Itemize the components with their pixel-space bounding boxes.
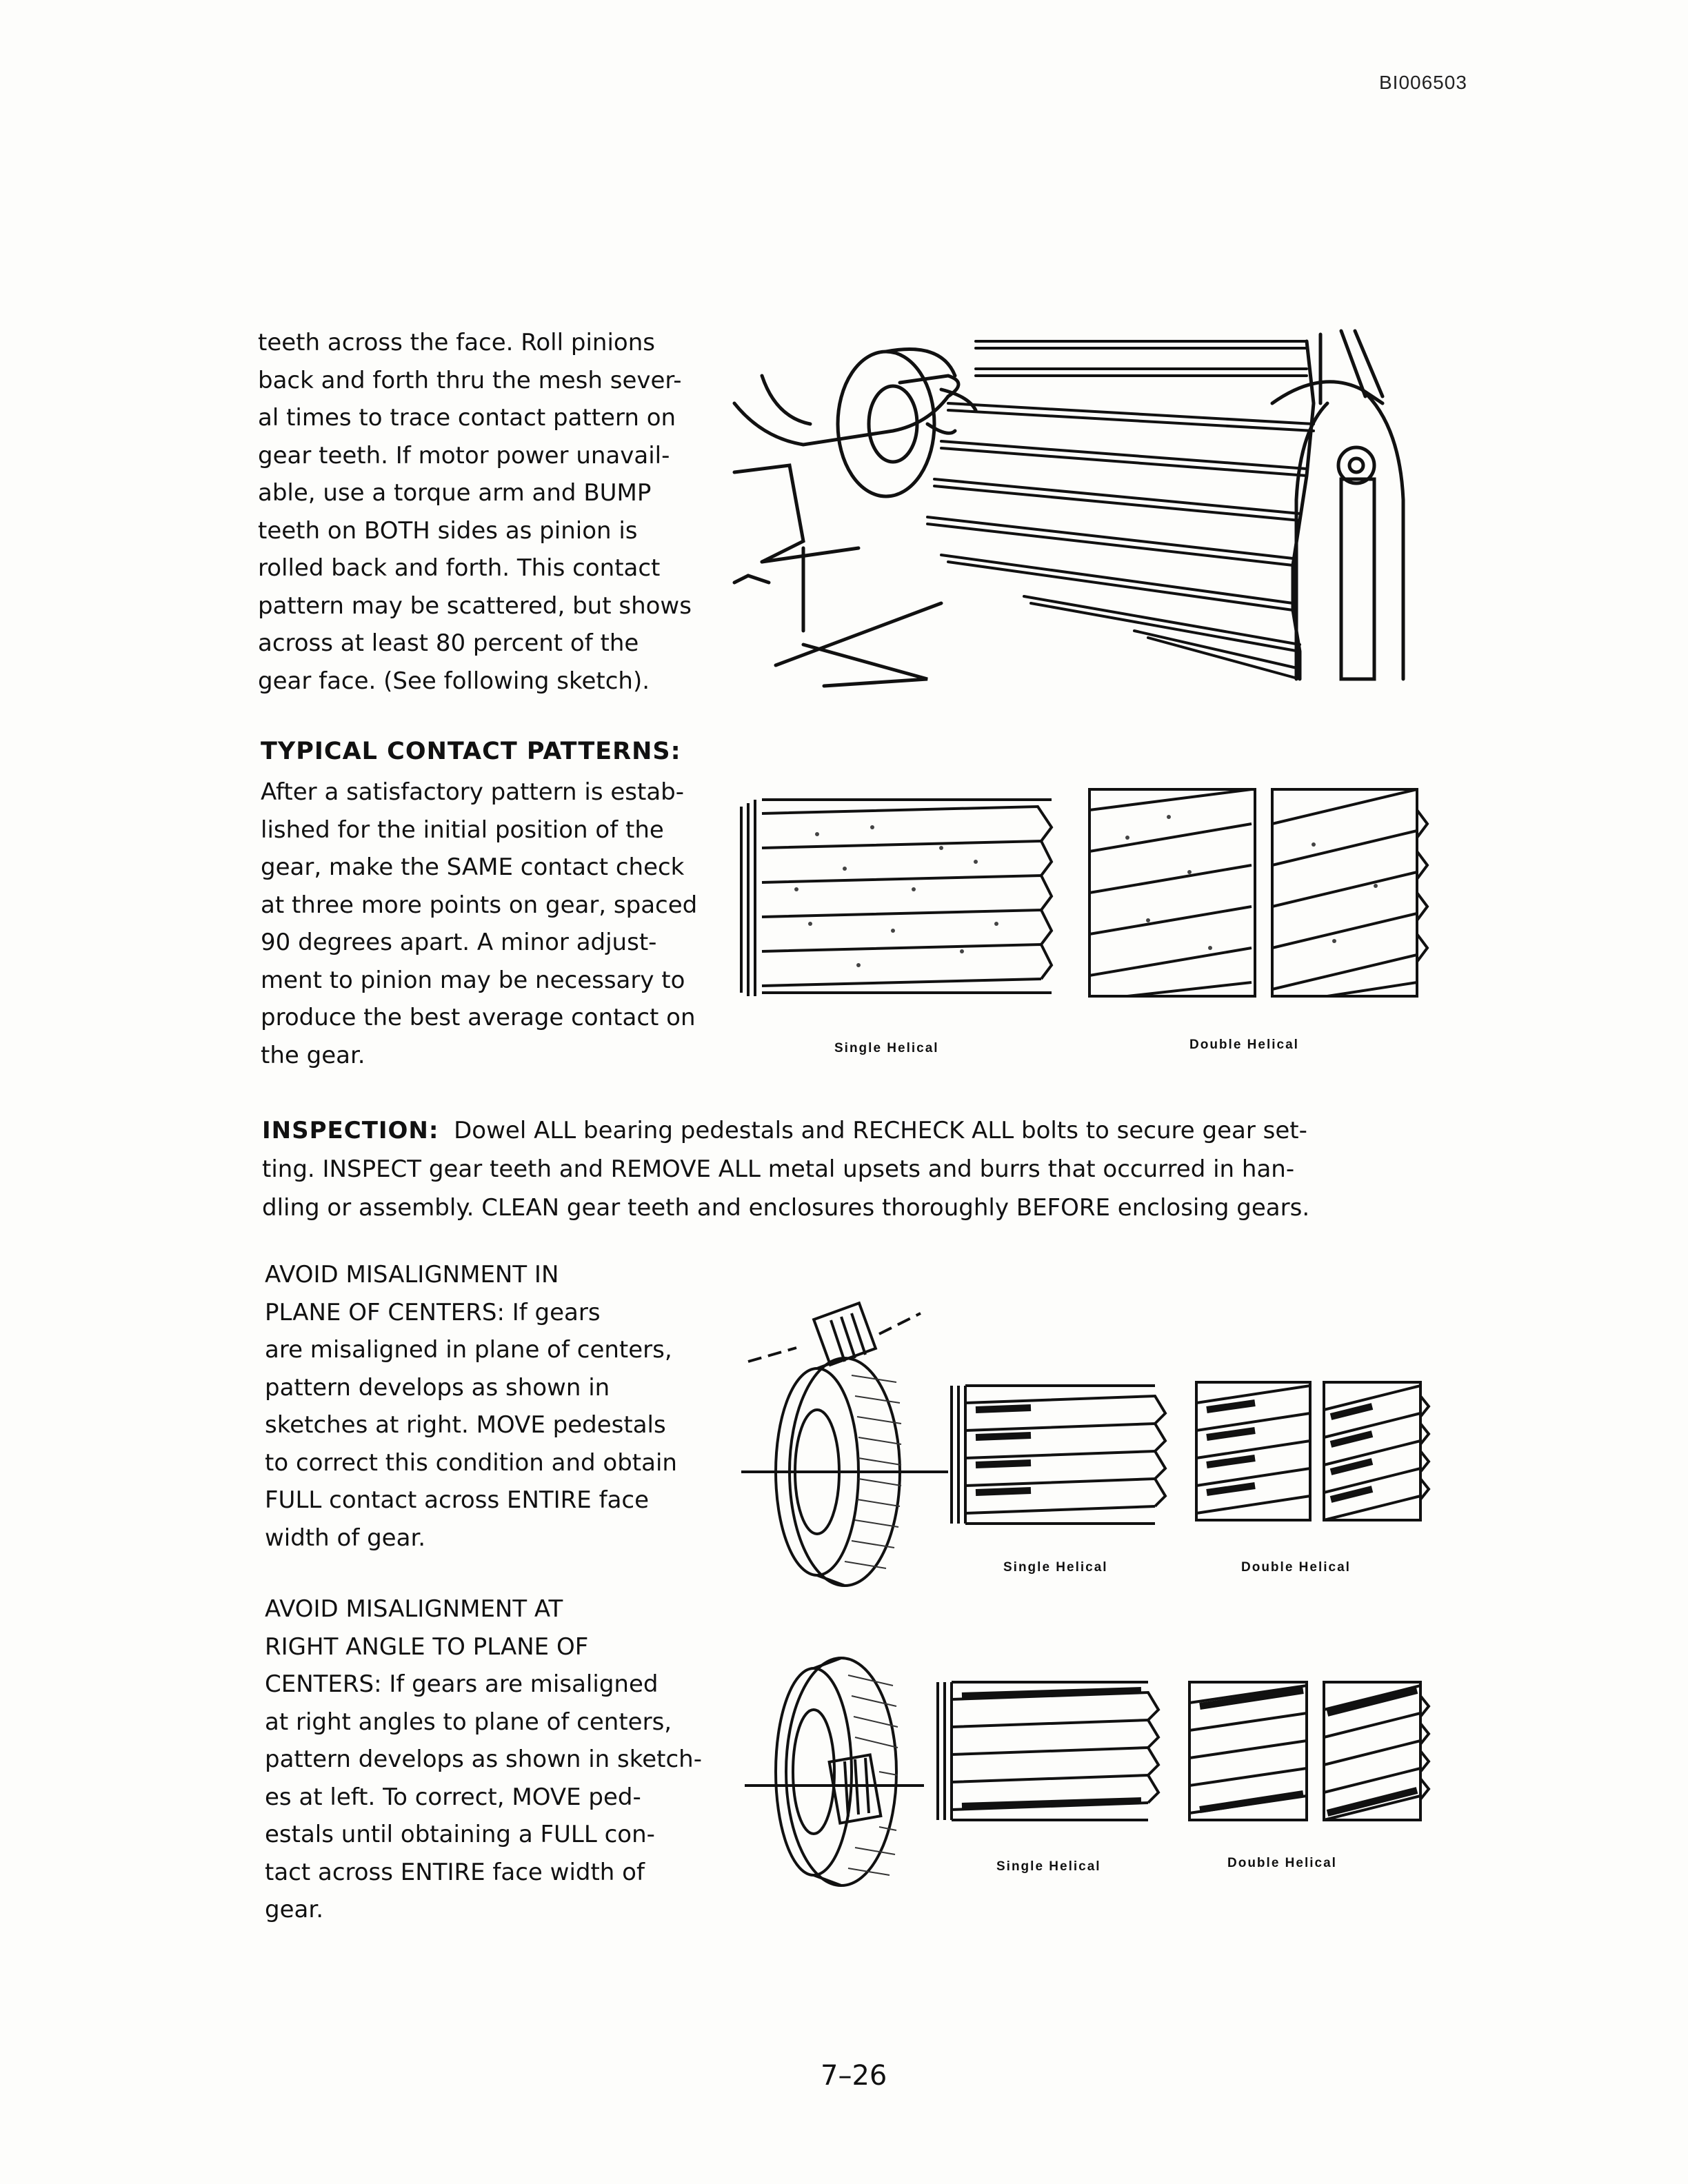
text-line: at three more points on gear, spaced — [261, 891, 698, 919]
text-line: dling or assembly. CLEAN gear teeth and enclosures thoroughly BEFORE enclosing gears. — [262, 1194, 1310, 1222]
right-angle-double-helical-sketch — [1186, 1675, 1431, 1827]
text-line: pattern may be scattered, but shows — [258, 592, 692, 620]
typical-double-helical-caption: Double Helical — [1189, 1038, 1299, 1052]
right-angle-single-helical-sketch — [934, 1675, 1169, 1827]
page-number: 7–26 — [821, 2060, 887, 2092]
inspection-paragraph — [262, 1111, 1427, 1227]
plane-centers-paragraph — [265, 1256, 720, 1557]
text-line: pattern develops as shown in sketch- — [265, 1746, 702, 1773]
typical-patterns-heading: TYPICAL CONTACT PATTERNS: — [261, 738, 681, 765]
text-line: Dowel ALL bearing pedestals and RECHECK ALL bolts to secure gear set- — [454, 1117, 1307, 1144]
text-line: teeth on BOTH sides as pinion is — [258, 516, 638, 545]
text-line: tact across ENTIRE face width of — [265, 1858, 645, 1886]
text-line: teeth across the face. Roll pinions — [258, 329, 655, 356]
intro-paragraph — [258, 324, 713, 700]
text-line: gear. — [265, 1896, 323, 1923]
text-line: ment to pinion may be necessary to — [261, 966, 685, 994]
text-line: AVOID MISALIGNMENT AT — [265, 1595, 563, 1623]
typical-single-helical-sketch — [734, 786, 1065, 1007]
text-line: FULL contact across ENTIRE face — [265, 1486, 650, 1514]
text-line: RIGHT ANGLE TO PLANE OF — [265, 1632, 589, 1661]
plane-centers-double-helical-sketch — [1193, 1375, 1431, 1527]
text-line: back and forth thru the mesh sever- — [258, 366, 682, 394]
text-line: AVOID MISALIGNMENT IN — [265, 1261, 559, 1288]
text-line: ting. INSPECT gear teeth and REMOVE ALL metal upsets and burrs that occurred in han- — [262, 1155, 1295, 1183]
plane-centers-gear-sketch — [741, 1279, 948, 1596]
text-line: gear face. (See following sketch). — [258, 667, 650, 695]
gear-mesh-check-illustration — [721, 321, 1441, 703]
text-line: estals until obtaining a FULL con- — [265, 1821, 655, 1848]
plane-centers-double-helical-caption: Double Helical — [1241, 1560, 1351, 1575]
text-line: at right angles to plane of centers, — [265, 1708, 672, 1736]
text-line: sketches at right. MOVE pedestals — [265, 1411, 666, 1439]
text-line: CENTERS: If gears are misaligned — [265, 1670, 659, 1698]
right-angle-paragraph — [265, 1590, 723, 1929]
text-line: are misaligned in plane of centers, — [265, 1336, 672, 1364]
text-line: After a satisfactory pattern is estab- — [261, 778, 685, 806]
inspection-line-1 — [262, 1111, 1427, 1150]
right-angle-gear-sketch — [745, 1648, 938, 1910]
text-line: able, use a torque arm and BUMP — [258, 479, 652, 507]
text-line: rolled back and forth. This contact — [258, 554, 661, 582]
right-angle-single-helical-caption: Single Helical — [996, 1859, 1101, 1874]
typical-double-helical-sketch — [1086, 782, 1431, 1003]
right-angle-double-helical-caption: Double Helical — [1227, 1856, 1337, 1870]
plane-centers-single-helical-caption: Single Helical — [1003, 1560, 1108, 1575]
text-line: es at left. To correct, MOVE ped- — [265, 1783, 641, 1811]
text-line: to correct this condition and obtain — [265, 1448, 677, 1477]
text-line: al times to trace contact pattern on — [258, 404, 676, 432]
typical-single-helical-caption: Single Helical — [834, 1041, 939, 1055]
document-id: BI006503 — [1379, 72, 1467, 93]
text-line: gear teeth. If motor power unavail- — [258, 441, 670, 469]
text-line: 90 degrees apart. A minor adjust- — [261, 929, 657, 956]
text-line: pattern develops as shown in — [265, 1373, 610, 1402]
text-line: across at least 80 percent of the — [258, 629, 639, 657]
text-line: gear, make the SAME contact check — [261, 853, 685, 881]
inspection-heading: INSPECTION: — [262, 1117, 439, 1144]
typical-patterns-paragraph — [261, 774, 716, 1074]
text-line: width of gear. — [265, 1524, 426, 1552]
text-line: lished for the initial position of the — [261, 816, 664, 844]
text-line: produce the best average contact on — [261, 1004, 696, 1031]
plane-centers-single-helical-sketch — [948, 1379, 1176, 1530]
text-line: PLANE OF CENTERS: If gears — [265, 1298, 601, 1326]
text-line: the gear. — [261, 1041, 365, 1069]
